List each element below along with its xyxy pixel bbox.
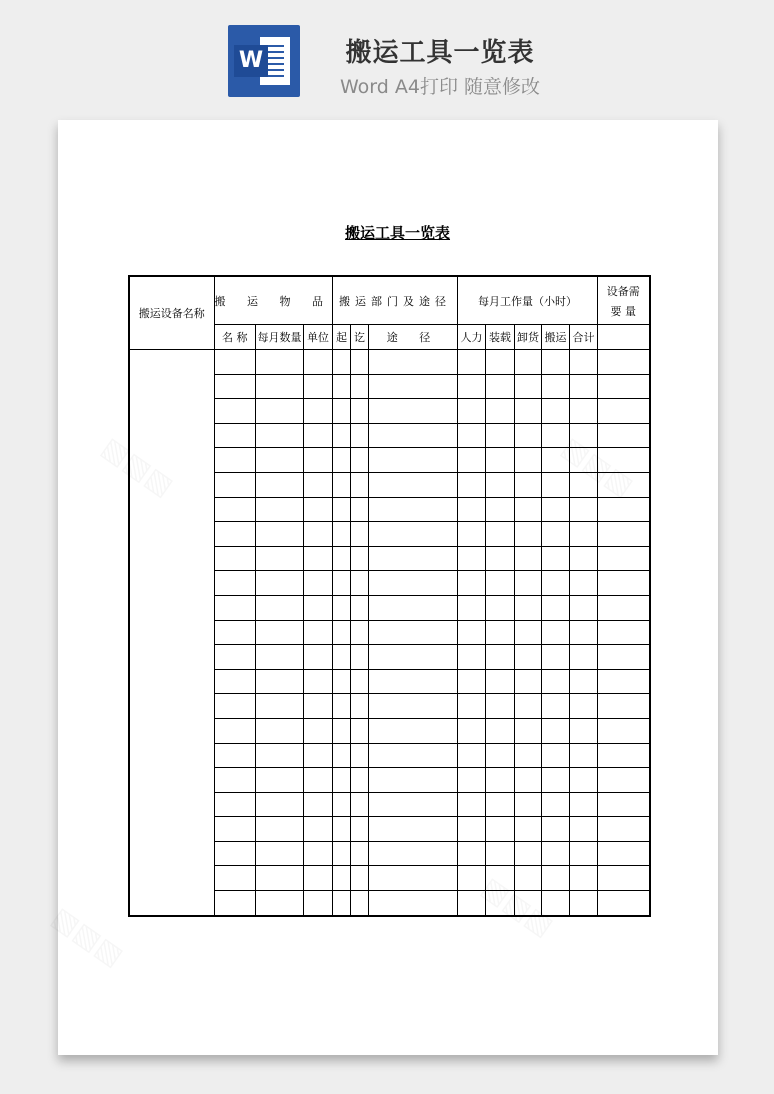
table-cell[interactable] [369, 669, 458, 694]
table-cell[interactable] [333, 546, 351, 571]
table-cell[interactable] [369, 497, 458, 522]
table-cell[interactable] [256, 694, 304, 719]
table-cell[interactable] [598, 891, 650, 916]
table-cell[interactable] [570, 743, 598, 768]
table-cell[interactable] [214, 817, 256, 842]
table-cell[interactable] [303, 448, 332, 473]
table-cell[interactable] [303, 694, 332, 719]
table-cell[interactable] [303, 350, 332, 375]
table-cell[interactable] [486, 645, 515, 670]
subheader-manpower: 人力 [458, 325, 486, 350]
table-cell[interactable] [458, 546, 486, 571]
table-cell[interactable] [351, 472, 369, 497]
table-cell[interactable] [256, 891, 304, 916]
table-cell[interactable] [351, 448, 369, 473]
table-cell[interactable] [542, 866, 570, 891]
table-cell[interactable] [256, 374, 304, 399]
table-cell[interactable] [458, 694, 486, 719]
table-cell[interactable] [515, 448, 542, 473]
table-cell[interactable] [351, 645, 369, 670]
subheader-route: 途 径 [369, 325, 458, 350]
table-cell[interactable] [570, 645, 598, 670]
table-cell[interactable] [570, 546, 598, 571]
table-cell[interactable] [542, 669, 570, 694]
table-cell[interactable] [542, 497, 570, 522]
page-header [0, 0, 774, 110]
table-cell[interactable] [333, 423, 351, 448]
table-cell[interactable] [333, 743, 351, 768]
table-cell[interactable] [369, 891, 458, 916]
table-cell[interactable] [515, 522, 542, 547]
table-cell[interactable] [214, 718, 256, 743]
table-cell[interactable] [542, 571, 570, 596]
table-cell[interactable] [214, 522, 256, 547]
table-cell[interactable] [256, 546, 304, 571]
table-cell[interactable] [333, 694, 351, 719]
table-cell[interactable] [542, 595, 570, 620]
table-cell[interactable] [303, 817, 332, 842]
table-cell[interactable] [486, 817, 515, 842]
table-cell[interactable] [369, 718, 458, 743]
table-cell[interactable] [369, 620, 458, 645]
table-cell[interactable] [515, 743, 542, 768]
table-cell[interactable] [303, 743, 332, 768]
table-cell[interactable] [303, 595, 332, 620]
table-cell[interactable] [214, 891, 256, 916]
table-cell[interactable] [458, 841, 486, 866]
table-cell[interactable] [214, 743, 256, 768]
table-cell[interactable] [333, 350, 351, 375]
table-cell[interactable] [369, 522, 458, 547]
table-cell[interactable] [214, 768, 256, 793]
table-cell[interactable] [486, 522, 515, 547]
subheader-unloading: 卸货 [515, 325, 542, 350]
table-cell[interactable] [598, 645, 650, 670]
table-cell[interactable] [303, 423, 332, 448]
table-cell[interactable] [458, 645, 486, 670]
table-cell[interactable] [351, 792, 369, 817]
table-cell[interactable] [214, 841, 256, 866]
header-equipment-need [598, 276, 650, 325]
table-cell[interactable] [570, 669, 598, 694]
table-cell[interactable] [256, 448, 304, 473]
table-cell[interactable] [570, 792, 598, 817]
table-cell[interactable] [515, 718, 542, 743]
subheader-unit: 单位 [303, 325, 332, 350]
table-cell[interactable] [256, 472, 304, 497]
table-cell[interactable] [256, 522, 304, 547]
table-cell[interactable] [256, 645, 304, 670]
table-cell[interactable] [333, 792, 351, 817]
table-cell[interactable] [598, 546, 650, 571]
table-cell[interactable] [486, 448, 515, 473]
table-cell[interactable] [486, 546, 515, 571]
table-cell[interactable] [458, 423, 486, 448]
table-cell[interactable] [256, 743, 304, 768]
table-cell[interactable] [351, 546, 369, 571]
table-cell[interactable] [303, 374, 332, 399]
table-cell[interactable] [214, 399, 256, 424]
table-cell[interactable] [570, 620, 598, 645]
subheader-carrying: 搬运 [542, 325, 570, 350]
table-cell[interactable] [333, 718, 351, 743]
table-cell[interactable] [369, 792, 458, 817]
table-cell[interactable] [369, 817, 458, 842]
table-cell[interactable] [598, 669, 650, 694]
table-cell[interactable] [486, 472, 515, 497]
table-cell[interactable] [214, 423, 256, 448]
header-monthly-work: 每月工作量（小时） [458, 276, 598, 325]
table-cell[interactable] [214, 571, 256, 596]
table-cell[interactable] [369, 350, 458, 375]
table-cell[interactable] [458, 669, 486, 694]
subheader-blank [598, 325, 650, 350]
table-cell[interactable] [570, 522, 598, 547]
table-cell[interactable] [351, 768, 369, 793]
table-cell[interactable] [256, 768, 304, 793]
document-page [58, 120, 718, 1055]
table-cell[interactable] [542, 817, 570, 842]
table-cell[interactable] [214, 546, 256, 571]
table-cell[interactable] [303, 718, 332, 743]
table-cell[interactable] [351, 669, 369, 694]
table-cell[interactable] [303, 522, 332, 547]
table-cell[interactable] [351, 374, 369, 399]
table-cell[interactable] [458, 374, 486, 399]
table-cell[interactable] [598, 792, 650, 817]
table-cell[interactable] [598, 374, 650, 399]
table-cell[interactable] [598, 350, 650, 375]
table-cell[interactable] [570, 399, 598, 424]
table-cell[interactable] [458, 595, 486, 620]
table-cell[interactable] [542, 350, 570, 375]
table-cell[interactable] [333, 399, 351, 424]
table-cell[interactable] [256, 595, 304, 620]
table-cell[interactable] [351, 399, 369, 424]
table-cell[interactable] [542, 645, 570, 670]
table-cell[interactable] [369, 546, 458, 571]
table-cell[interactable] [303, 546, 332, 571]
table-cell[interactable] [214, 374, 256, 399]
table-cell[interactable] [256, 669, 304, 694]
table-cell[interactable] [214, 620, 256, 645]
table-cell[interactable] [369, 841, 458, 866]
table-cell[interactable] [598, 841, 650, 866]
table-cell[interactable] [515, 645, 542, 670]
table-cell[interactable] [369, 595, 458, 620]
table-cell[interactable] [333, 571, 351, 596]
table-cell[interactable] [515, 841, 542, 866]
table-cell[interactable] [458, 497, 486, 522]
table-cell[interactable] [515, 595, 542, 620]
table-cell[interactable] [303, 645, 332, 670]
table-cell[interactable] [570, 694, 598, 719]
table-cell[interactable] [458, 620, 486, 645]
table-cell[interactable] [351, 595, 369, 620]
header-row-1 [129, 276, 650, 325]
document-title: 搬运工具一览表 [345, 224, 451, 242]
table-cell[interactable] [369, 571, 458, 596]
table-cell[interactable] [256, 423, 304, 448]
table-cell[interactable] [303, 866, 332, 891]
table-cell[interactable] [458, 817, 486, 842]
table-cell[interactable] [333, 448, 351, 473]
table-cell[interactable] [598, 768, 650, 793]
table-cell[interactable] [542, 620, 570, 645]
table-cell[interactable] [333, 891, 351, 916]
table-cell[interactable] [515, 472, 542, 497]
table-cell[interactable] [256, 792, 304, 817]
table-cell[interactable] [570, 718, 598, 743]
table-cell[interactable] [515, 546, 542, 571]
table-cell[interactable] [570, 595, 598, 620]
table-cell[interactable] [486, 792, 515, 817]
table-cell[interactable] [303, 768, 332, 793]
table-cell[interactable] [542, 546, 570, 571]
table-cell[interactable] [333, 522, 351, 547]
table-cell[interactable] [598, 694, 650, 719]
word-document-icon [228, 25, 300, 97]
table-cell[interactable] [486, 423, 515, 448]
table-cell[interactable] [458, 571, 486, 596]
header-dept-route: 搬运部门及途径 [333, 276, 458, 325]
table-cell[interactable] [486, 497, 515, 522]
table-cell[interactable] [598, 595, 650, 620]
table-cell[interactable] [303, 399, 332, 424]
table-cell[interactable] [515, 374, 542, 399]
table-cell[interactable] [570, 817, 598, 842]
table-cell[interactable] [598, 817, 650, 842]
table-cell[interactable] [369, 423, 458, 448]
table-cell[interactable] [598, 866, 650, 891]
table-cell[interactable] [351, 694, 369, 719]
table-cell[interactable] [333, 472, 351, 497]
subheader-from: 起 [333, 325, 351, 350]
subheader-monthly-qty: 每月数量 [256, 325, 304, 350]
table-cell[interactable] [303, 472, 332, 497]
table-cell[interactable] [369, 399, 458, 424]
table-cell[interactable] [515, 423, 542, 448]
table-cell[interactable] [351, 423, 369, 448]
table-cell[interactable] [256, 841, 304, 866]
table-cell[interactable] [351, 350, 369, 375]
table-cell[interactable] [351, 497, 369, 522]
table-cell[interactable] [351, 891, 369, 916]
table-cell[interactable] [214, 645, 256, 670]
table-cell[interactable] [303, 571, 332, 596]
table-cell[interactable] [458, 792, 486, 817]
table-cell[interactable] [598, 423, 650, 448]
header-equipment-name: 搬运设备名称 [129, 276, 214, 350]
table-cell[interactable] [542, 399, 570, 424]
table-cell[interactable] [515, 768, 542, 793]
table-cell[interactable] [369, 743, 458, 768]
subheader-name: 名 称 [214, 325, 256, 350]
table-cell[interactable] [542, 792, 570, 817]
table-cell[interactable] [303, 669, 332, 694]
table-cell[interactable] [303, 891, 332, 916]
table-cell[interactable] [303, 620, 332, 645]
word-letter: W [234, 45, 268, 77]
table-cell[interactable] [214, 669, 256, 694]
table-cell[interactable] [570, 571, 598, 596]
table-cell[interactable] [542, 841, 570, 866]
table-cell[interactable] [542, 743, 570, 768]
table-cell[interactable] [458, 522, 486, 547]
table-cell[interactable] [515, 497, 542, 522]
table-cell[interactable] [333, 841, 351, 866]
table-cell[interactable] [369, 374, 458, 399]
table-cell[interactable] [486, 743, 515, 768]
subheader-to: 讫 [351, 325, 369, 350]
table-cell[interactable] [458, 718, 486, 743]
table-cell[interactable] [351, 817, 369, 842]
table-cell[interactable] [598, 522, 650, 547]
table-cell[interactable] [256, 817, 304, 842]
table-cell[interactable] [542, 694, 570, 719]
table-cell[interactable] [214, 866, 256, 891]
table-cell[interactable] [486, 620, 515, 645]
table-cell[interactable] [515, 571, 542, 596]
table-cell[interactable] [458, 472, 486, 497]
table-cell[interactable] [458, 743, 486, 768]
watermark [46, 900, 130, 973]
table-cell[interactable] [333, 866, 351, 891]
table-cell[interactable] [351, 522, 369, 547]
page-title: 搬运工具一览表 [345, 38, 535, 68]
table-cell[interactable] [542, 472, 570, 497]
table-cell[interactable] [214, 497, 256, 522]
table-cell[interactable] [542, 718, 570, 743]
table-cell[interactable] [256, 571, 304, 596]
table-cell[interactable] [598, 620, 650, 645]
table-cell[interactable] [515, 792, 542, 817]
table-cell[interactable] [515, 817, 542, 842]
table-cell[interactable] [369, 866, 458, 891]
table-cell[interactable] [256, 866, 304, 891]
table-cell[interactable] [333, 768, 351, 793]
table-row [129, 350, 650, 375]
table-cell[interactable] [542, 374, 570, 399]
table-cell[interactable] [333, 817, 351, 842]
table-cell[interactable] [214, 792, 256, 817]
table-cell[interactable] [515, 669, 542, 694]
table-cell[interactable] [458, 399, 486, 424]
table-cell[interactable] [351, 620, 369, 645]
table-cell[interactable] [369, 768, 458, 793]
table-cell[interactable] [214, 694, 256, 719]
table-cell[interactable] [542, 522, 570, 547]
table-cell[interactable] [256, 497, 304, 522]
table-cell[interactable] [333, 374, 351, 399]
table-cell[interactable] [256, 718, 304, 743]
table-cell[interactable] [351, 571, 369, 596]
table-cell[interactable] [303, 497, 332, 522]
table-cell[interactable] [458, 768, 486, 793]
table-cell[interactable] [458, 448, 486, 473]
table-cell[interactable] [333, 645, 351, 670]
table-cell[interactable] [351, 743, 369, 768]
table-cell[interactable] [598, 718, 650, 743]
header-equipment-need-line2: 要 量 [610, 304, 636, 318]
table-cell[interactable] [598, 571, 650, 596]
table-cell[interactable] [570, 350, 598, 375]
table-cell[interactable] [333, 669, 351, 694]
table-cell[interactable] [486, 768, 515, 793]
table-cell[interactable] [333, 497, 351, 522]
table-cell[interactable] [486, 669, 515, 694]
subheader-loading: 装载 [486, 325, 515, 350]
table-cell[interactable] [333, 620, 351, 645]
subheader-total: 合计 [570, 325, 598, 350]
table-cell[interactable] [351, 866, 369, 891]
table-cell[interactable] [369, 472, 458, 497]
table-cell[interactable] [256, 399, 304, 424]
equipment-name-cell[interactable] [129, 350, 214, 916]
table-cell[interactable] [256, 350, 304, 375]
table-cell[interactable] [351, 718, 369, 743]
table-cell[interactable] [515, 694, 542, 719]
table-cell[interactable] [570, 768, 598, 793]
table-cell[interactable] [351, 841, 369, 866]
table-cell[interactable] [486, 571, 515, 596]
table-cell[interactable] [570, 891, 598, 916]
table-cell[interactable] [515, 399, 542, 424]
page-subtitle: Word A4打印 随意修改 [339, 76, 540, 98]
table-cell[interactable] [570, 866, 598, 891]
table-cell[interactable] [570, 497, 598, 522]
table-cell[interactable] [369, 448, 458, 473]
table-cell[interactable] [303, 792, 332, 817]
table-cell[interactable] [333, 595, 351, 620]
table-cell[interactable] [542, 768, 570, 793]
table-cell[interactable] [486, 718, 515, 743]
table-cell[interactable] [570, 841, 598, 866]
header-goods: 搬 运 物 品 [214, 276, 333, 325]
table-cell[interactable] [486, 841, 515, 866]
table-cell[interactable] [515, 350, 542, 375]
table-cell[interactable] [256, 620, 304, 645]
table-cell[interactable] [515, 620, 542, 645]
table-cell[interactable] [214, 448, 256, 473]
table-cell[interactable] [214, 350, 256, 375]
table-cell[interactable] [486, 374, 515, 399]
table-cell[interactable] [303, 841, 332, 866]
table-cell[interactable] [369, 694, 458, 719]
table-cell[interactable] [486, 350, 515, 375]
tools-table [128, 275, 651, 917]
table-cell[interactable] [369, 645, 458, 670]
table-cell[interactable] [214, 472, 256, 497]
table-cell[interactable] [598, 497, 650, 522]
table-cell[interactable] [458, 350, 486, 375]
table-cell[interactable] [598, 743, 650, 768]
table-cell[interactable] [486, 595, 515, 620]
header-equipment-need-line1: 设备需 [606, 284, 640, 298]
table-cell[interactable] [598, 399, 650, 424]
table-cell[interactable] [214, 595, 256, 620]
table-cell[interactable] [570, 374, 598, 399]
table-cell[interactable] [486, 694, 515, 719]
table-cell[interactable] [486, 399, 515, 424]
